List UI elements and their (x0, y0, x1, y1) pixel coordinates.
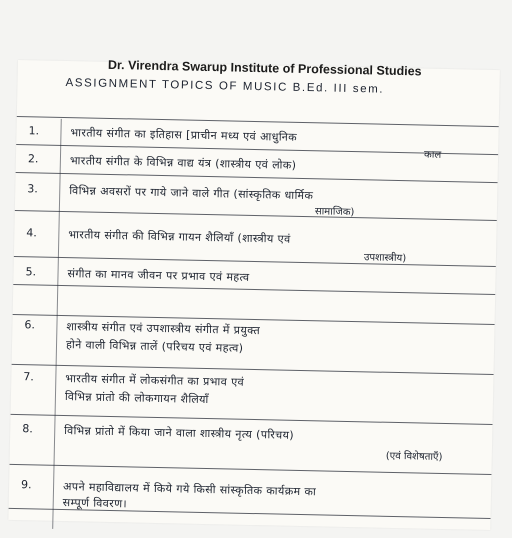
institute-name: Dr. Virendra Swarup Institute of Professional Studies (107, 57, 422, 79)
topic-text-continued: सम्पूर्ण विवरण। (62, 496, 128, 511)
topic-number: 6. (24, 318, 36, 332)
topic-text: भारतीय संगीत का इतिहास [प्राचीन मध्य एवं आधुनिक (70, 126, 298, 144)
assignment-sheet (8, 57, 500, 530)
topic-number: 1. (28, 124, 40, 138)
topic-number: 8. (22, 422, 33, 436)
ruled-line (10, 464, 492, 475)
assignment-heading: ASSIGNMENT TOPICS OF MUSIC B.Ed. III sem. (65, 77, 385, 96)
ruled-line (14, 256, 496, 267)
topic-text: संगीत का मानव जीवन पर प्रभाव एवं महत्व (67, 267, 250, 284)
topic-text: भारतीय संगीत की विभिन्न गायन शैलियाँ (शास्त्रीय एवं (68, 228, 291, 246)
topic-text-continued: सामाजिक) (314, 206, 355, 219)
topic-number: 3. (27, 182, 38, 196)
topic-number: 9. (20, 478, 32, 492)
ruled-line (13, 284, 495, 295)
topic-number: 7. (23, 370, 35, 384)
topic-text-continued: काल (423, 149, 442, 161)
topic-text: अपने महाविद्यालय में किये गये किसी सांस्कृतिक कार्यक्रम का (62, 480, 317, 499)
topic-text: भारतीय संगीत के विभिन्न वाद्य यंत्र (शास्त्रीय एवं लोक) (69, 154, 297, 172)
margin-line (52, 119, 62, 529)
ruled-line (15, 210, 497, 221)
topic-text-continued: होने वाली विभिन्न तालें (परिचय एवं महत्व) (65, 338, 244, 355)
topic-text: विभिन्न प्रांतो में किया जाने वाला शास्त्रीय नृत्य (परिचय) (64, 424, 295, 442)
topic-number: 4. (26, 226, 38, 240)
topic-number: 5. (25, 265, 37, 279)
topic-text-continued: (एवं विशेषताएँ) (385, 450, 443, 463)
topic-text-continued: उपशास्त्रीय) (363, 252, 407, 265)
topic-number: 2. (27, 152, 39, 166)
ruled-line (16, 172, 498, 183)
topic-text-continued: विभिन्न प्रांतो की लोकगायन शैलियाँ (64, 390, 209, 407)
topic-text: विभिन्न अवसरों पर गाये जाने वाले गीत (सांस्कृतिक धार्मिक (69, 184, 314, 203)
topic-text: भारतीय संगीत में लोकसंगीत का प्रभाव एवं (65, 372, 245, 389)
topic-text: शास्त्रीय संगीत एवं उपशास्त्रीय संगीत में प्रयुक्त (66, 320, 261, 338)
